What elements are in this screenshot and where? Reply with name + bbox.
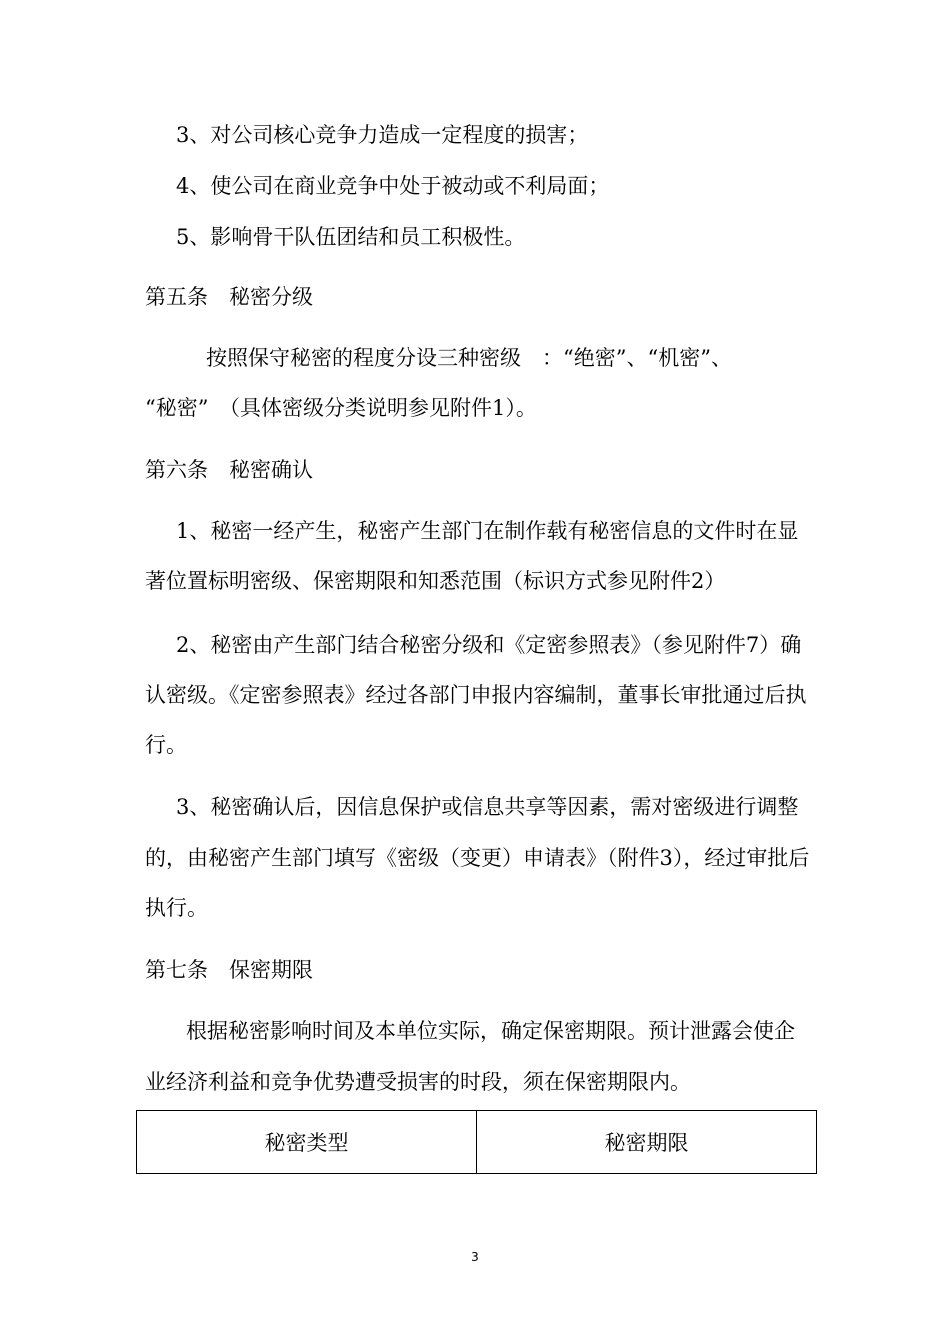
page-number: 3 bbox=[471, 1250, 479, 1264]
article6-p3-line1: 3、秘密确认后，因信息保护或信息共享等因素，需对密级进行调整 bbox=[176, 795, 799, 819]
item-3: 3、对公司核心竞争力造成一定程度的损害； bbox=[176, 123, 589, 147]
article6-heading: 第六条 秘密确认 bbox=[145, 458, 313, 482]
article5-heading: 第五条 秘密分级 bbox=[145, 285, 313, 309]
table-header-secret-type: 秘密类型 bbox=[137, 1111, 477, 1174]
article6-p2-line2: 认密级。《定密参照表》经过各部门申报内容编制，董事长审批通过后执 bbox=[145, 683, 807, 707]
article7-p1-line1: 根据秘密影响时间及本单位实际，确定保密期限。预计泄露会使企 bbox=[186, 1019, 795, 1043]
item-4: 4、使公司在商业竞争中处于被动或不利局面； bbox=[176, 174, 610, 198]
article6-p3-line2: 的，由秘密产生部门填写《密级（变更）申请表》（附件3），经过审批后 bbox=[145, 846, 810, 870]
article7-p1-line2: 业经济利益和竞争优势遭受损害的时段，须在保密期限内。 bbox=[145, 1070, 691, 1094]
article7-heading: 第七条 保密期限 bbox=[145, 958, 313, 982]
secret-period-table bbox=[136, 1110, 817, 1174]
article6-p1-line1: 1、秘密一经产生，秘密产生部门在制作载有秘密信息的文件时在显 bbox=[176, 519, 799, 543]
article5-line2: “秘密” （具体密级分类说明参见附件1）。 bbox=[145, 396, 537, 420]
article5-line1: 按照保守秘密的程度分设三种密级 ：“绝密”、“机密”、 bbox=[206, 346, 732, 370]
article6-p2-line1: 2、秘密由产生部门结合秘密分级和《定密参照表》（参见附件7）确 bbox=[176, 633, 802, 657]
article6-p1-line2: 著位置标明密级、保密期限和知悉范围（标识方式参见附件2） bbox=[145, 569, 726, 593]
article6-p3-line3: 执行。 bbox=[145, 896, 208, 920]
item-5: 5、影响骨干队伍团结和员工积极性。 bbox=[176, 225, 526, 249]
table-header-secret-period: 秘密期限 bbox=[477, 1111, 817, 1174]
article6-p2-line3: 行。 bbox=[145, 733, 187, 757]
table-row bbox=[137, 1111, 817, 1174]
